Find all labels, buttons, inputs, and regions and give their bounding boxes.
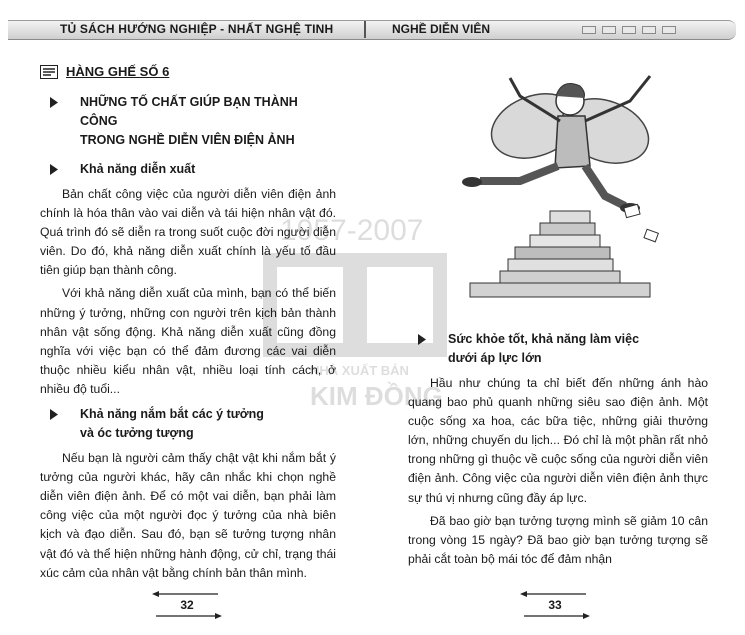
header-decoration bbox=[582, 26, 676, 34]
illustration-flying-actor bbox=[440, 56, 690, 316]
subheading-ideas-line2: và óc tưởng tượng bbox=[80, 426, 194, 441]
watermark-publisher-line2: KIM ĐỒNG bbox=[310, 381, 443, 411]
subheading-health-line2: dưới áp lực lớn bbox=[448, 351, 542, 365]
page-number-right-text: 33 bbox=[548, 598, 562, 612]
watermark-years: 1957-2007 bbox=[280, 214, 424, 247]
page-header bbox=[0, 0, 745, 44]
page-number-left bbox=[152, 590, 222, 622]
paragraph-5: Đã bao giờ bạn tưởng tượng mình sẽ giảm 10 cân trong vòng 15 ngày? Đã bao giờ bạn tưởng tượng sẽ phải cắt toàn bộ mái tóc để đảm nhận bbox=[408, 513, 708, 566]
subheading-ideas-line1: Khả năng nắm bắt các ý tưởng bbox=[80, 407, 264, 422]
subheading-acting-text: Khả năng diễn xuất bbox=[80, 162, 196, 176]
paragraph-3: Nếu bạn là người cảm thấy chật vật khi nắm bắt ý tưởng của người khác, hãy cân nhắc khi chọn nghề diễn viên điện ảnh. Để có một vai diễn, bạn phải làm công việc của một người đọc ý tưởng của nhà biên kịch và đạo diễn. Sau đó, bạn sẽ tưởng tượng nhân vật đó và thể hiện những hành động, cử chỉ, trạng thái xúc cảm của nhân vật bằng chính bản thân mình. bbox=[40, 451, 336, 580]
paragraph-4: Hầu như chúng ta chỉ biết đến những ánh hào quang bao phủ quanh những siêu sao điện ảnh. Một cuộc sống xa hoa, các bữa tiệc, những giải thưởng lớn, những chuyến du lịch... Đó chỉ là một phần rất nhỏ trong những gì thuộc về cuộc sống của người diễn viên điện ảnh. Công việc của người diễn viên điện ảnh thực sự thú vị nhưng cũng đầy áp lực. bbox=[408, 376, 708, 505]
subheading-health-line1: Sức khỏe tốt, khả năng làm việc bbox=[448, 332, 640, 346]
paragraph-1: Bản chất công việc của người diễn viên điện ảnh chính là hóa thân vào vai diễn và tái hiện nhân vật đó. Quá trình đó sẽ diễn ra trong suốt cuộc đời người diễn viên. Do đó, khả năng diễn xuất chính là yếu tố đầu tiên giúp bạn thành công. bbox=[40, 187, 336, 278]
main-heading-line2: TRONG NGHỀ DIỄN VIÊN ĐIỆN ẢNH bbox=[80, 133, 295, 147]
page-number-right bbox=[520, 590, 590, 622]
paragraph-2: Với khả năng diễn xuất của mình, bạn có thể biến những ý tưởng, những con người trên kịch bản thành nhân vật sống động. Khả năng diễn xuất cũng đồng nghĩa với việc bạn có thể đảm đương các vai diễn thuộc nhiều kiểu nhân vật, nhiều loại tính cách, ở nhiều độ tuổi... bbox=[40, 286, 336, 396]
triangle-bullet-icon bbox=[50, 409, 58, 420]
section-list-icon bbox=[40, 65, 58, 79]
page-number-left-text: 32 bbox=[180, 598, 194, 612]
triangle-bullet-icon bbox=[50, 164, 58, 175]
book-title: NGHỀ DIỄN VIÊN bbox=[392, 22, 491, 36]
series-title: TỦ SÁCH HƯỚNG NGHIỆP - NHẤT NGHỆ TINH bbox=[60, 22, 334, 36]
left-page bbox=[40, 64, 336, 583]
right-page bbox=[408, 330, 708, 569]
section-title bbox=[40, 64, 336, 79]
subheading-health bbox=[408, 330, 708, 368]
watermark-publisher-line1: NHÀ XUẤT BẢN bbox=[310, 363, 409, 378]
triangle-bullet-icon bbox=[50, 97, 58, 108]
subheading-ideas bbox=[40, 405, 336, 443]
header-divider bbox=[364, 21, 366, 38]
section-title-text: HÀNG GHẾ SỐ 6 bbox=[66, 64, 170, 79]
triangle-bullet-icon bbox=[418, 334, 426, 345]
subheading-acting bbox=[40, 160, 336, 179]
main-heading-line1: NHỮNG TỐ CHẤT GIÚP BẠN THÀNH CÔNG bbox=[80, 95, 298, 128]
main-heading bbox=[40, 93, 336, 150]
